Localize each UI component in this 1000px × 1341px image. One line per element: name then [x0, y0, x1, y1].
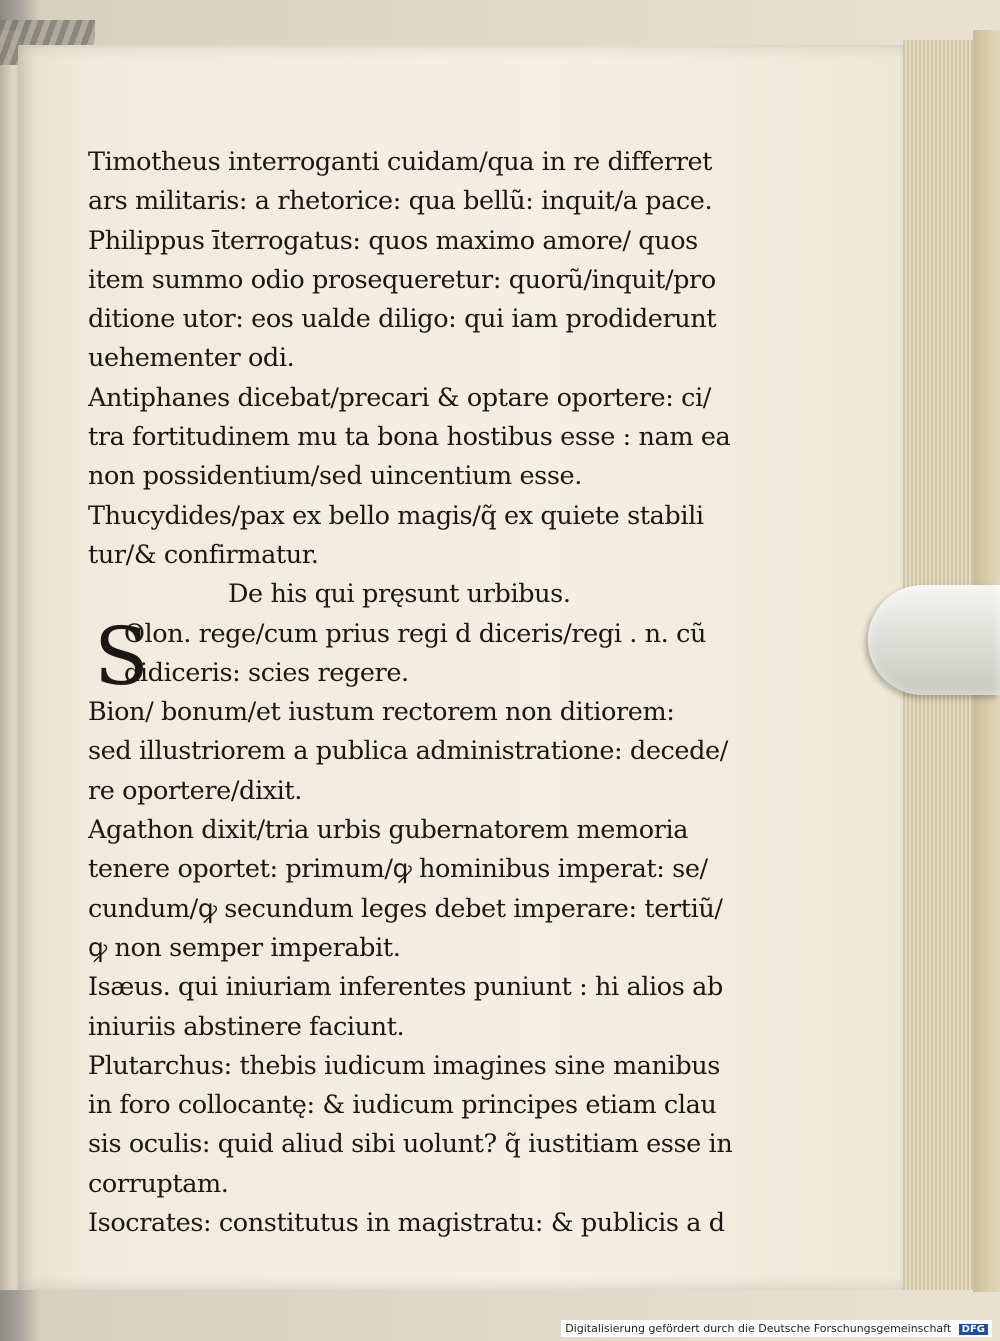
drop-cap-letter: S	[94, 609, 149, 703]
digitization-credit	[561, 1320, 992, 1337]
text-line: Bion/ bonum/et iustum rectorem non ditiorem:	[88, 697, 675, 728]
text-line: uehementer odi.	[88, 343, 295, 374]
text-line: corruptam.	[88, 1168, 229, 1199]
text-line: ꝙ non semper imperabit.	[88, 932, 401, 963]
dfg-logo: DFG	[959, 1324, 988, 1335]
text-line: Isæus. qui iniuriam inferentes puniunt : hi alios ab	[88, 972, 723, 1003]
section-heading: De his qui pręsunt urbibus.	[228, 579, 571, 610]
drop-cap-paragraph	[88, 609, 803, 703]
text-line: ditione utor: eos ualde diligo: qui iam prodiderunt	[88, 304, 717, 335]
text-line: Olon. rege/cum prius regi d diceris/regi . n. cũ	[124, 618, 706, 649]
text-line: didiceris: scies regere.	[124, 657, 409, 688]
text-line: tur/& confirmatur.	[88, 539, 319, 570]
text-line: Plutarchus: thebis iudicum imagines sine manibus	[88, 1050, 720, 1081]
text-line: tra fortitudinem mu ta bona hostibus esse : nam ea	[88, 422, 731, 453]
text-line: sed illustriorem a publica administratione: decede/	[88, 736, 728, 767]
text-line: in foro collocantę: & iudicum principes etiam clau	[88, 1090, 717, 1121]
text-line: Thucydides/pax ex bello magis/q̃ ex quiete stabili	[88, 500, 704, 531]
text-line: Timotheus interroganti cuidam/qua in re differret	[88, 147, 713, 177]
text-line: sis oculis: quid aliud sibi uolunt? q̃ iustitiam esse in	[88, 1129, 733, 1160]
text-line: Antiphanes dicebat/precari & optare oportere: ci/	[88, 382, 711, 413]
credit-text: Digitalisierung gefördert durch die Deutsche Forschungsgemeinschaft	[565, 1322, 952, 1335]
text-line: Agathon dixit/tria urbis gubernatorem memoria	[88, 815, 689, 846]
text-line: item summo odio prosequeretur: quorũ/inquit/pro	[88, 264, 716, 295]
text-line: ars militaris: a rhetorice: qua bellũ: inquit/a pace.	[88, 186, 713, 217]
text-line: re oportere/dixit.	[88, 775, 302, 806]
printed-text	[88, 143, 803, 1243]
text-line: cundum/ꝙ secundum leges debet imperare: tertiũ/	[88, 893, 723, 924]
text-line: iniuriis abstinere faciunt.	[88, 1011, 405, 1042]
page-holder-clip	[868, 585, 1000, 695]
text-line: non possidentium/sed uincentium esse.	[88, 461, 582, 492]
text-line: Philippus īterrogatus: quos maximo amore/ quos	[88, 225, 698, 256]
text-line: tenere oportet: primum/ꝙ hominibus imperat: se/	[88, 854, 708, 885]
text-line: Isocrates: constitutus in magistratu: & publicis a d	[88, 1208, 725, 1239]
